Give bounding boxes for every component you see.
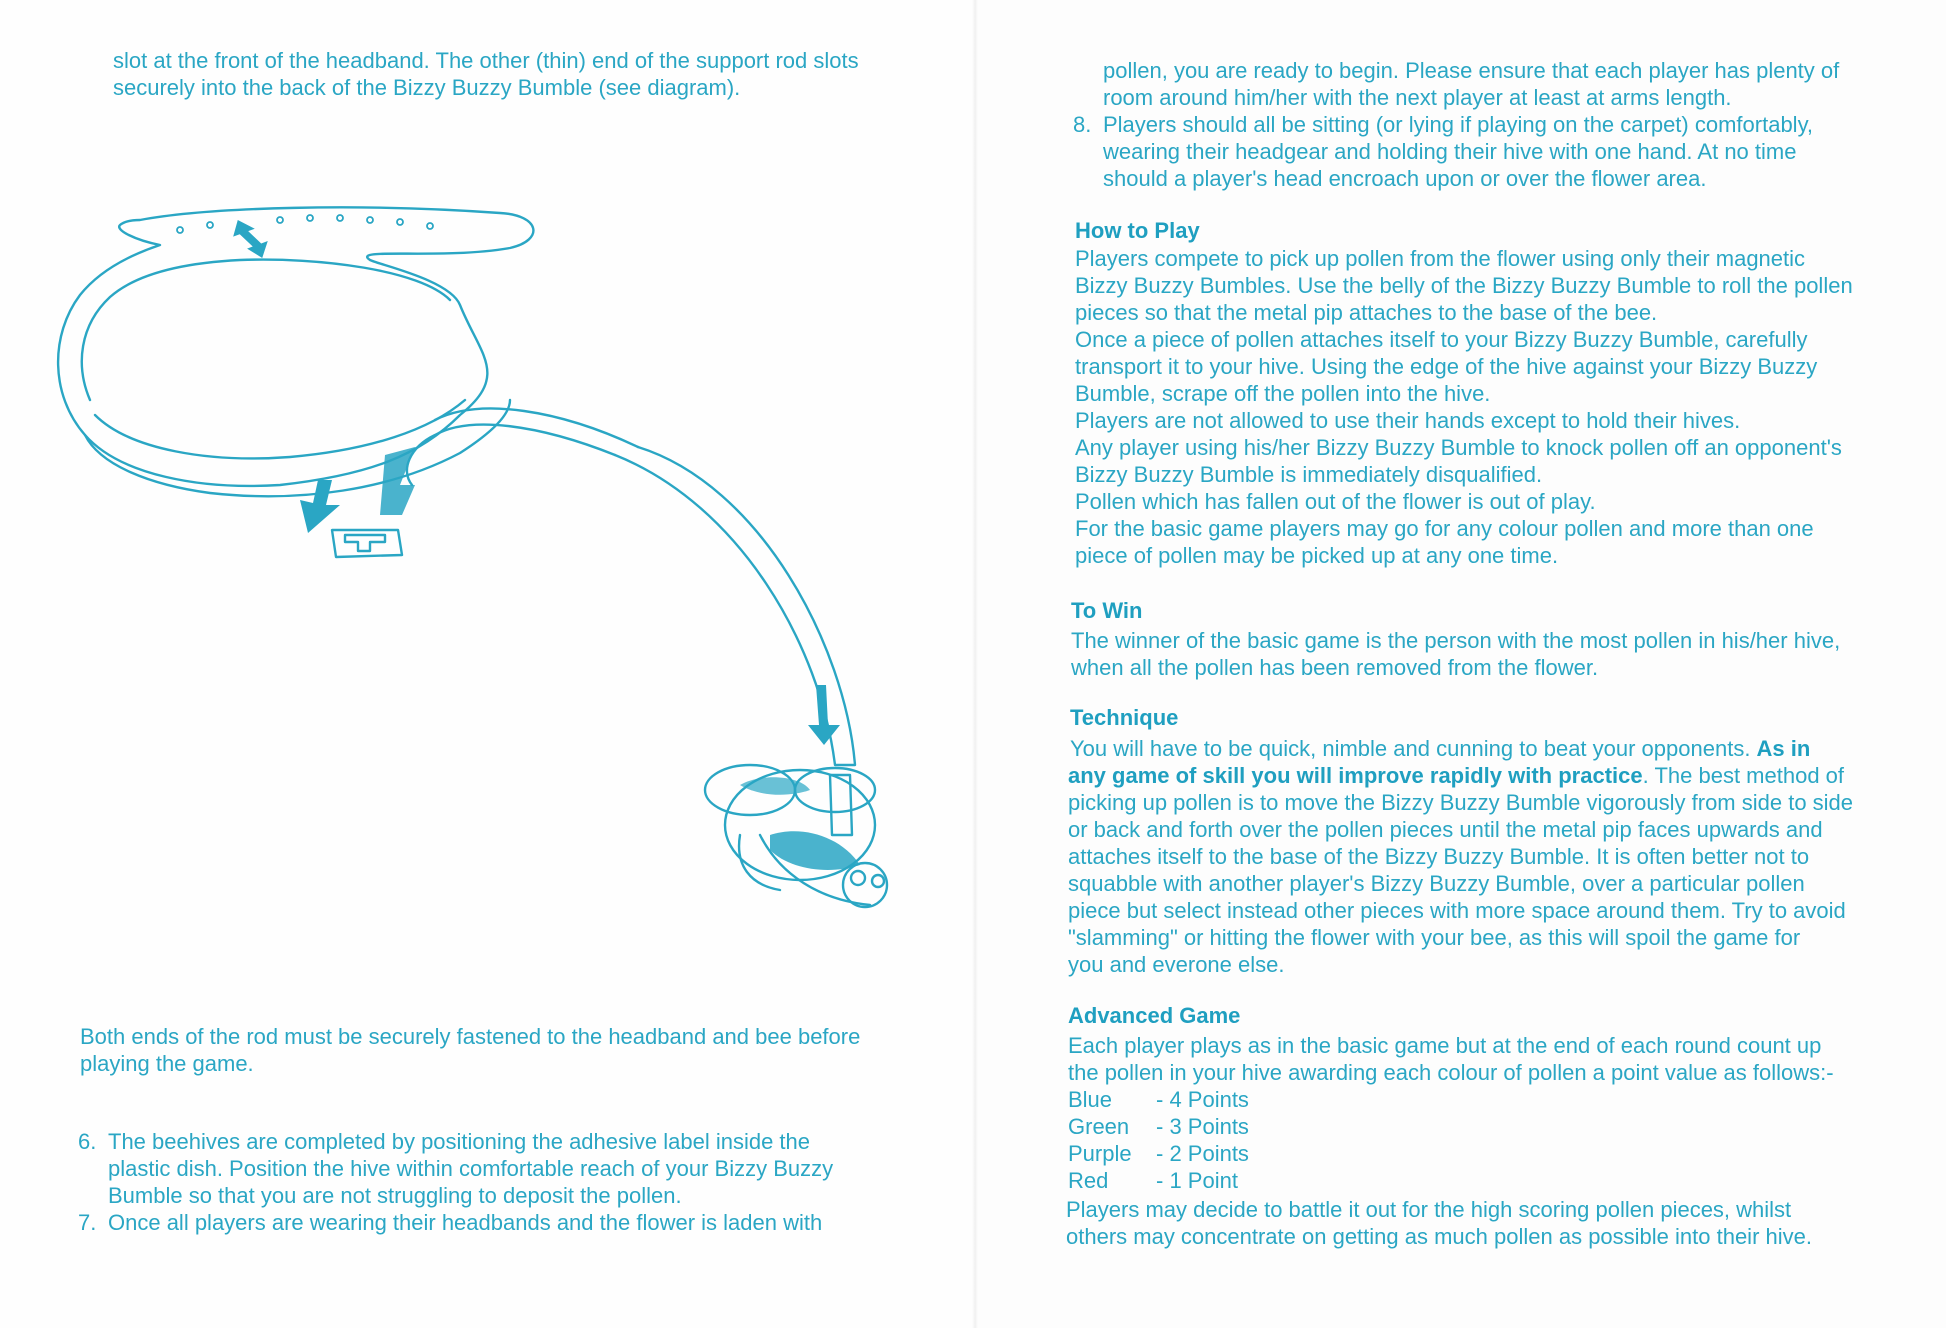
score-colour: Purple [1068, 1141, 1132, 1166]
how-to-play-line: piece of pollen may be picked up at any one time. [1075, 543, 1559, 568]
advanced-closing-line-1: Players may decide to battle it out for the high scoring pollen pieces, whilst [1066, 1197, 1792, 1222]
advanced-closing-line-2: others may concentrate on getting as much pollen as possible into their hive. [1066, 1224, 1812, 1249]
how-to-play-heading: How to Play [1075, 218, 1200, 243]
rod-note-line-1: Both ends of the rod must be securely fastened to the headband and bee before [80, 1024, 861, 1049]
how-to-play-line: Players are not allowed to use their hands except to hold their hives. [1075, 408, 1741, 433]
rod-icon [407, 409, 638, 485]
step-6-number: 6. [78, 1129, 97, 1154]
step-8-line-1: Players should all be sitting (or lying if playing on the carpet) comfortably, [1103, 112, 1814, 137]
intro-line-1: slot at the front of the headband. The other (thin) end of the support rod slots [113, 48, 859, 73]
score-points: - 2 Points [1156, 1141, 1249, 1166]
step-7 [78, 1209, 822, 1236]
score-points: - 3 Points [1156, 1114, 1249, 1139]
score-row-purple [1068, 1140, 1249, 1167]
score-row-blue [1068, 1086, 1249, 1113]
headband-diagram [40, 185, 920, 945]
step-8-number: 8. [1073, 112, 1092, 137]
to-win-heading: To Win [1071, 598, 1143, 623]
how-to-play-line: transport it to your hive. Using the edge of the hive against your Bizzy Buzzy [1075, 354, 1818, 379]
step-8 [1073, 111, 1813, 138]
step-7-cont-line-2: room around him/her with the next player at least at arms length. [1103, 85, 1732, 110]
how-to-play-line: pieces so that the metal pip attaches to the base of the bee. [1075, 300, 1658, 325]
technique-line-2-text: . The best method of [1642, 763, 1845, 788]
intro-line-2: securely into the back of the Bizzy Buzzy Bumble (see diagram). [113, 75, 741, 100]
score-colour: Green [1068, 1114, 1130, 1139]
how-to-play-line: Once a piece of pollen attaches itself to your Bizzy Buzzy Bumble, carefully [1075, 327, 1808, 352]
technique-line: or back and forth over the pollen pieces until the metal pip faces upwards and [1068, 817, 1823, 842]
technique-line: squabble with another player's Bizzy Buzzy Bumble, over a particular pollen [1068, 871, 1805, 896]
score-points: - 4 Points [1156, 1087, 1249, 1112]
technique-line: piece but select instead other pieces with more space around them. Try to avoid [1068, 898, 1846, 923]
down-arrow-icon-2 [808, 685, 840, 745]
technique-line: you and everone else. [1068, 952, 1285, 977]
advanced-line-1: Each player plays as in the basic game but at the end of each round count up [1068, 1033, 1822, 1058]
how-to-play-line: For the basic game players may go for any colour pollen and more than one [1075, 516, 1814, 541]
how-to-play-line: Players compete to pick up pollen from the flower using only their magnetic [1075, 246, 1806, 271]
how-to-play-line: Bizzy Buzzy Bumbles. Use the belly of the Bizzy Buzzy Bumble to roll the pollen [1075, 273, 1853, 298]
technique-heading: Technique [1070, 705, 1179, 730]
page-fold [972, 0, 978, 1328]
step-8-line-3: should a player's head encroach upon or over the flower area. [1103, 166, 1707, 191]
rod-note-line-2: playing the game. [80, 1051, 254, 1076]
how-to-play-line: Bumble, scrape off the pollen into the hive. [1075, 381, 1491, 406]
technique-line-1-text: You will have to be quick, nimble and cunning to beat your opponents. [1070, 736, 1757, 761]
technique-body [1068, 789, 1853, 978]
double-arrow-icon [228, 213, 272, 265]
down-arrow-icon [300, 480, 340, 533]
step-6-line-1: The beehives are completed by positioning the adhesive label inside the [108, 1129, 811, 1154]
headband-icon [58, 207, 533, 486]
technique-line-2 [1068, 762, 1844, 789]
score-points: - 1 Point [1156, 1168, 1238, 1193]
step-7-number: 7. [78, 1210, 97, 1235]
how-to-play-line: Any player using his/her Bizzy Buzzy Bumble to knock pollen off an opponent's [1075, 435, 1842, 460]
technique-line: attaches itself to the base of the Bizzy Buzzy Bumble. It is often better not to [1068, 844, 1810, 869]
technique-emphasis-2: any game of skill you will improve rapidly with practice [1068, 763, 1643, 788]
how-to-play-body [1075, 245, 1853, 569]
how-to-play-line: Pollen which has fallen out of the flower is out of play. [1075, 489, 1596, 514]
technique-line: picking up pollen is to move the Bizzy Buzzy Bumble vigorously from side to side [1068, 790, 1854, 815]
technique-emphasis-1: As in [1756, 736, 1811, 761]
step-7-line: Once all players are wearing their headbands and the flower is laden with [108, 1210, 823, 1235]
step-6 [78, 1128, 810, 1155]
step-7-cont-line-1: pollen, you are ready to begin. Please ensure that each player has plenty of [1103, 58, 1840, 83]
score-row-green [1068, 1113, 1249, 1140]
score-table [1068, 1086, 1249, 1194]
to-win-line-1: The winner of the basic game is the person with the most pollen in his/her hive, [1071, 628, 1841, 653]
score-colour: Red [1068, 1168, 1109, 1193]
advanced-line-2: the pollen in your hive awarding each colour of pollen a point value as follows:- [1068, 1060, 1834, 1085]
to-win-line-2: when all the pollen has been removed from the flower. [1071, 655, 1599, 680]
step-6-line-2: plastic dish. Position the hive within comfortable reach of your Bizzy Buzzy [108, 1156, 834, 1181]
technique-line-1 [1070, 735, 1810, 762]
score-colour: Blue [1068, 1087, 1113, 1112]
score-row-red [1068, 1167, 1249, 1194]
advanced-game-heading: Advanced Game [1068, 1003, 1241, 1028]
how-to-play-line: Bizzy Buzzy Bumble is immediately disqualified. [1075, 462, 1543, 487]
technique-line: "slamming" or hitting the flower with your bee, as this will spoil the game for [1068, 925, 1801, 950]
step-8-line-2: wearing their headgear and holding their hive with one hand. At no time [1103, 139, 1797, 164]
step-6-line-3: Bumble so that you are not struggling to deposit the pollen. [108, 1183, 682, 1208]
